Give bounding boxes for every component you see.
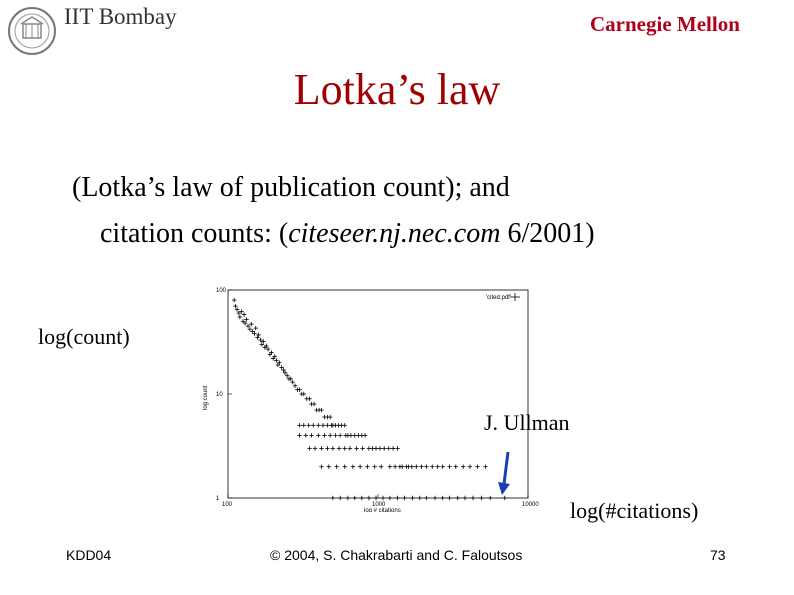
body-line-1: (Lotka’s law of publication count); and (72, 172, 510, 203)
iit-bombay-seal-icon (6, 6, 58, 56)
body-line-2-suffix: 6/2001) (500, 218, 595, 249)
x-tick-label: 1000 (372, 502, 386, 508)
body-line-2 (100, 218, 595, 250)
blue-arrow-down-icon (496, 450, 516, 496)
y-tick-label: 1 (216, 496, 220, 502)
y-axis-label: log count (203, 385, 209, 410)
x-tick-label: 10000 (522, 502, 539, 508)
footer-copyright: © 2004, S. Chakrabarti and C. Faloutsos (270, 547, 523, 563)
y-tick-label: 100 (216, 288, 227, 294)
legend-label: 'cited.pdf' (486, 295, 511, 301)
y-annotation: log(count) (38, 324, 130, 349)
callout-ullman: J. Ullman (484, 410, 570, 435)
slide-title: Lotka’s law (293, 65, 501, 114)
citeseer-url-text: citeseer.nj.nec.com (288, 218, 501, 249)
y-tick-label: 10 (216, 392, 223, 398)
page-number: 73 (710, 547, 726, 563)
body-line-2-prefix: citation counts: ( (100, 218, 289, 249)
x-tick-label: 100 (222, 502, 233, 508)
header-right-text: Carnegie Mellon (590, 12, 740, 36)
x-axis-label: log # citations (364, 508, 401, 512)
scatter-plot (198, 282, 543, 512)
x-annotation: log(#citations) (570, 498, 699, 523)
header-left-text: IIT Bombay (64, 4, 177, 29)
plot-frame (228, 290, 528, 498)
footer-left: KDD04 (66, 547, 112, 563)
